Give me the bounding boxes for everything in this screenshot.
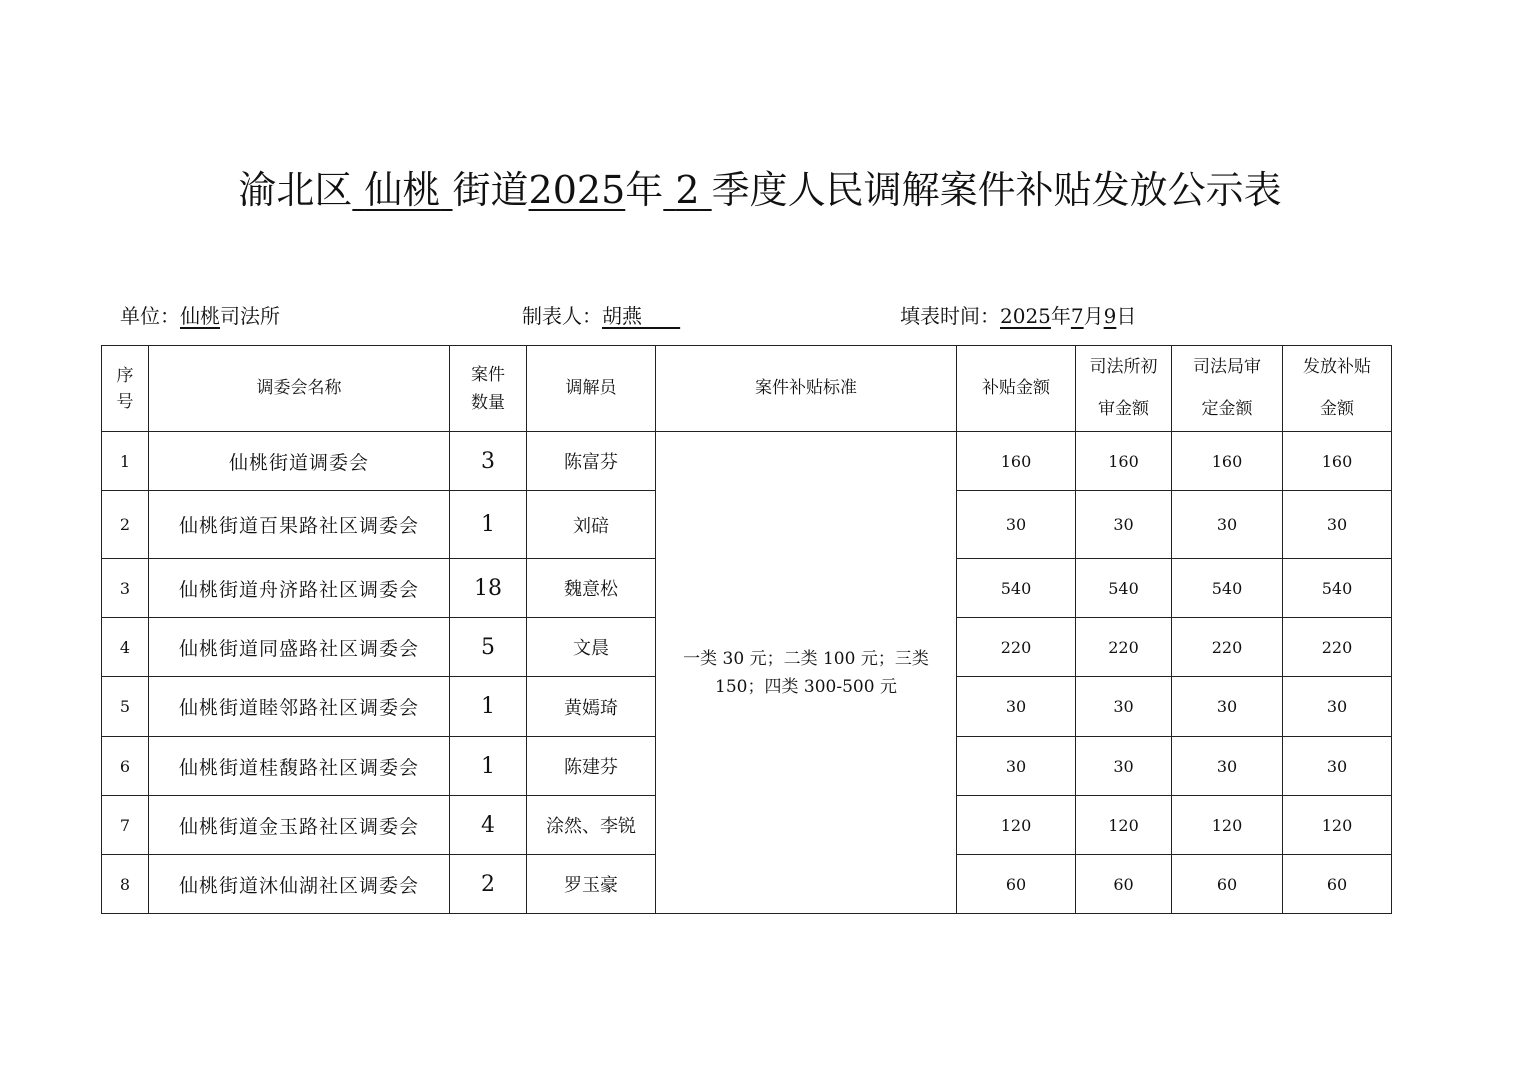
cell-count: 2 xyxy=(450,855,527,914)
header-final-review: 司法局审定金额 xyxy=(1172,346,1283,432)
date-month-suffix: 月 xyxy=(1083,304,1104,328)
cell-payout: 160 xyxy=(1283,432,1392,491)
header-count: 案件数量 xyxy=(450,346,527,432)
cell-name: 仙桃街道调委会 xyxy=(149,432,450,491)
table-row xyxy=(102,432,1392,491)
cell-count: 1 xyxy=(450,491,527,559)
date-day: 9 xyxy=(1103,304,1117,328)
cell-amount: 120 xyxy=(957,796,1076,855)
cell-final: 540 xyxy=(1172,559,1283,618)
cell-name: 仙桃街道金玉路社区调委会 xyxy=(149,796,450,855)
cell-final: 160 xyxy=(1172,432,1283,491)
cell-name: 仙桃街道桂馥路社区调委会 xyxy=(149,737,450,796)
cell-amount: 220 xyxy=(957,618,1076,677)
cell-payout: 120 xyxy=(1283,796,1392,855)
cell-count: 18 xyxy=(450,559,527,618)
cell-name: 仙桃街道睦邻路社区调委会 xyxy=(149,677,450,737)
cell-payout: 30 xyxy=(1283,491,1392,559)
date-label: 填表时间： xyxy=(900,304,1000,328)
cell-payout: 60 xyxy=(1283,855,1392,914)
header-initial-review: 司法所初审金额 xyxy=(1076,346,1172,432)
title-street: 仙桃 xyxy=(364,168,441,212)
cell-mediator: 魏意松 xyxy=(527,559,656,618)
cell-final: 120 xyxy=(1172,796,1283,855)
cell-final: 30 xyxy=(1172,491,1283,559)
cell-final: 60 xyxy=(1172,855,1283,914)
cell-amount: 30 xyxy=(957,491,1076,559)
cell-initial: 60 xyxy=(1076,855,1172,914)
cell-seq: 5 xyxy=(102,677,149,737)
cell-final: 30 xyxy=(1172,737,1283,796)
header-mediator: 调解员 xyxy=(527,346,656,432)
cell-seq: 1 xyxy=(102,432,149,491)
date-month: 7 xyxy=(1070,304,1084,328)
title-district: 渝北区 xyxy=(238,168,353,212)
maker-name: 胡燕 xyxy=(602,304,642,328)
cell-final: 220 xyxy=(1172,618,1283,677)
cell-standard: 一类 30 元；二类 100 元；三类 150；四类 300-500 元 xyxy=(656,432,957,914)
page-title xyxy=(0,162,1520,218)
cell-amount: 30 xyxy=(957,677,1076,737)
date-year: 2025 xyxy=(1000,304,1051,328)
unit-info xyxy=(120,300,280,332)
title-street-suffix: 街道 xyxy=(452,168,529,212)
cell-mediator: 陈建芬 xyxy=(527,737,656,796)
cell-seq: 2 xyxy=(102,491,149,559)
date-info xyxy=(900,300,1136,332)
maker-label: 制表人： xyxy=(522,304,602,328)
cell-name: 仙桃街道沐仙湖社区调委会 xyxy=(149,855,450,914)
cell-count: 1 xyxy=(450,677,527,737)
cell-initial: 220 xyxy=(1076,618,1172,677)
cell-mediator: 刘碚 xyxy=(527,491,656,559)
cell-initial: 540 xyxy=(1076,559,1172,618)
cell-initial: 30 xyxy=(1076,491,1172,559)
header-standard: 案件补贴标准 xyxy=(656,346,957,432)
cell-seq: 6 xyxy=(102,737,149,796)
cell-payout: 30 xyxy=(1283,737,1392,796)
header-payout: 发放补贴金额 xyxy=(1283,346,1392,432)
cell-amount: 30 xyxy=(957,737,1076,796)
cell-count: 1 xyxy=(450,737,527,796)
cell-count: 5 xyxy=(450,618,527,677)
unit-label: 单位： xyxy=(120,304,180,328)
title-year: 2025 xyxy=(528,168,626,212)
cell-seq: 3 xyxy=(102,559,149,618)
header-name: 调委会名称 xyxy=(149,346,450,432)
cell-amount: 60 xyxy=(957,855,1076,914)
unit-name-rest: 司法所 xyxy=(220,304,280,328)
cell-count: 3 xyxy=(450,432,527,491)
table-header-row xyxy=(102,346,1392,432)
date-year-suffix: 年 xyxy=(1050,304,1071,328)
cell-payout: 540 xyxy=(1283,559,1392,618)
cell-initial: 120 xyxy=(1076,796,1172,855)
cell-name: 仙桃街道百果路社区调委会 xyxy=(149,491,450,559)
cell-amount: 540 xyxy=(957,559,1076,618)
cell-mediator: 陈富芬 xyxy=(527,432,656,491)
cell-initial: 30 xyxy=(1076,677,1172,737)
cell-seq: 8 xyxy=(102,855,149,914)
cell-name: 仙桃街道舟济路社区调委会 xyxy=(149,559,450,618)
unit-name-underlined: 仙桃 xyxy=(180,304,220,328)
date-day-suffix: 日 xyxy=(1116,304,1137,328)
cell-seq: 4 xyxy=(102,618,149,677)
maker-info xyxy=(522,300,680,332)
cell-mediator: 罗玉豪 xyxy=(527,855,656,914)
cell-initial: 160 xyxy=(1076,432,1172,491)
title-quarter: 2 xyxy=(675,168,700,212)
cell-final: 30 xyxy=(1172,677,1283,737)
cell-initial: 30 xyxy=(1076,737,1172,796)
title-rest: 季度人民调解案件补贴发放公示表 xyxy=(711,168,1282,212)
cell-payout: 30 xyxy=(1283,677,1392,737)
cell-name: 仙桃街道同盛路社区调委会 xyxy=(149,618,450,677)
cell-count: 4 xyxy=(450,796,527,855)
cell-seq: 7 xyxy=(102,796,149,855)
subsidy-table xyxy=(101,345,1392,914)
cell-amount: 160 xyxy=(957,432,1076,491)
cell-mediator: 黄嫣琦 xyxy=(527,677,656,737)
title-year-suffix: 年 xyxy=(625,168,664,212)
cell-mediator: 涂然、李锐 xyxy=(527,796,656,855)
cell-mediator: 文晨 xyxy=(527,618,656,677)
cell-payout: 220 xyxy=(1283,618,1392,677)
header-seq: 序号 xyxy=(102,346,149,432)
header-amount: 补贴金额 xyxy=(957,346,1076,432)
